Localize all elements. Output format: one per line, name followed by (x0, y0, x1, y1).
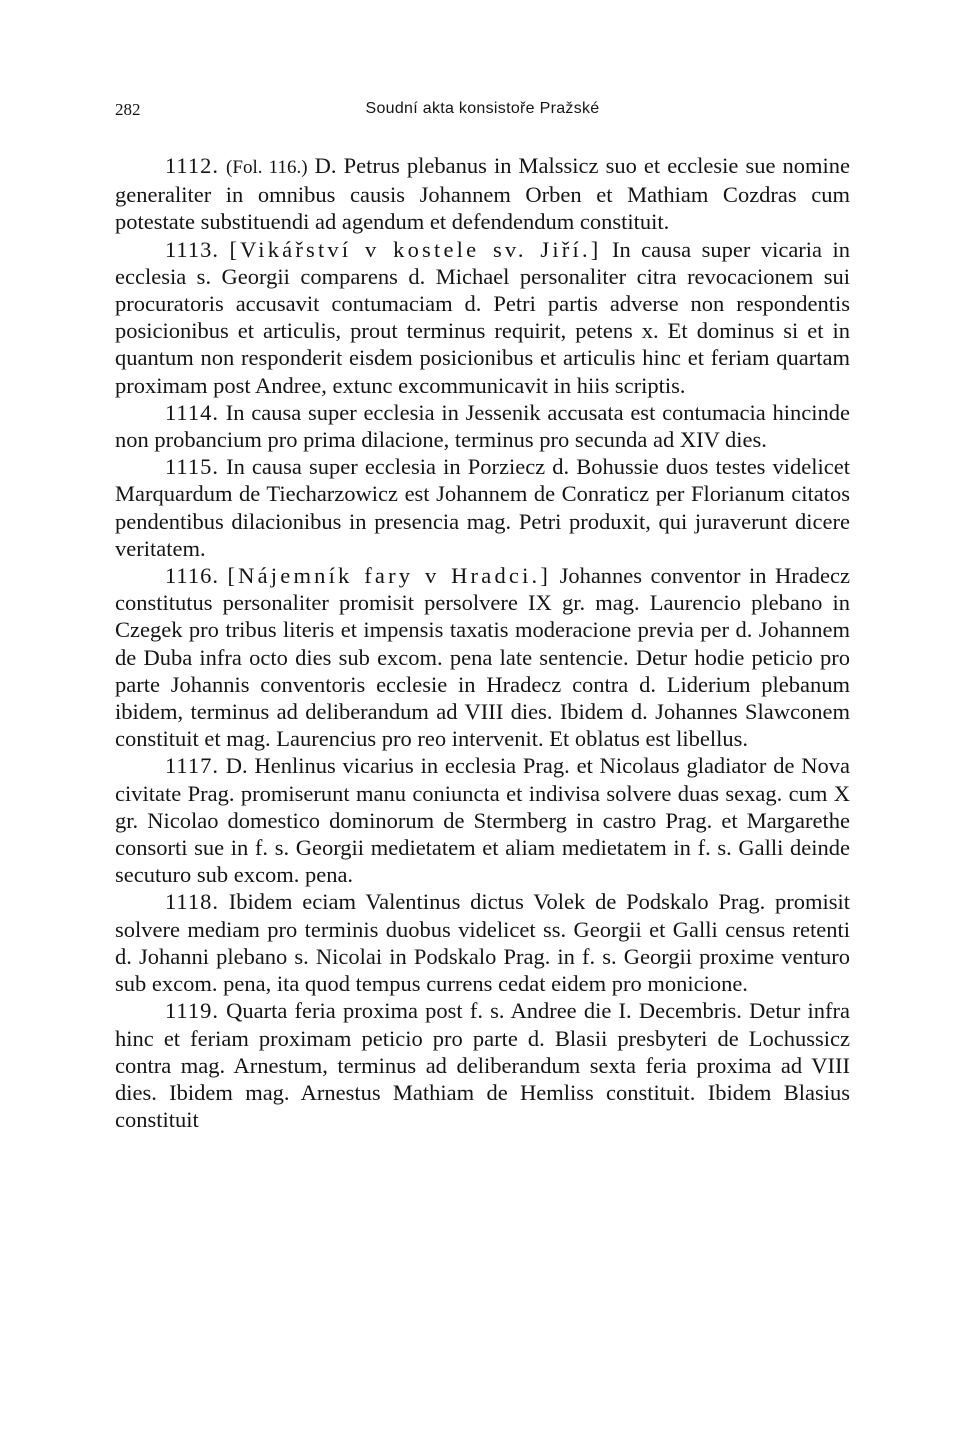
entry-number: 1115. (165, 454, 219, 480)
entry-number: 1114. (165, 399, 219, 425)
running-head (115, 100, 850, 124)
entry-heading: [Vikářství v kostele sv. Jiří.] (229, 236, 602, 262)
entry-text: In causa super ecclesia in Porziecz d. Bohussie duos testes videlicet Marquardum de Tiecharzowicz est Johannem de Conraticz per Florianum citatos pendentibus dilacionibus in presencia mag. Petri produxit, qui juraverunt dicere veritatem. (115, 454, 851, 561)
entry-number: 1118. (165, 889, 219, 915)
entry-number: 1113. (165, 236, 219, 262)
entry-number: 1112. (165, 153, 219, 178)
entry-text: In causa super ecclesia in Jessenik accusata est contumacia hincinde non probancium pro prima dilacione, terminus pro secunda ad XIV dies. (115, 399, 851, 453)
entry-1113 (115, 236, 850, 399)
entry-1114 (115, 399, 850, 453)
entry-1119 (115, 997, 850, 1133)
folio-reference: (Fol. 116.) (226, 157, 308, 178)
entry-text: Johannes conventor in Hradecz constitutus personaliter promisit persolvere IX gr. mag. Laurencio plebano in Czegek pro tribus literis et impensis taxatis moderacione previa per d. Johannem de Duba infra octo dies sub excom. pena late sentencie. Detur hodie peticio pro parte Johannis conventoris ecclesie in Hradecz contra d. Liderium plebanum ibidem, terminus ad deliberandum ad VIII dies. Ibidem d. Johannes Slawconem constituit et mag. Laurencius pro reo intervenit. Et oblatus est libellus. (115, 563, 850, 752)
entry-1112 (115, 152, 850, 236)
body-text (115, 152, 850, 1133)
page-number: 282 (115, 100, 141, 119)
entry-number: 1117. (165, 753, 219, 779)
entry-1116 (115, 562, 850, 752)
entry-1118 (115, 888, 850, 997)
entry-text: In causa super vicaria in ecclesia s. Georgii comparens d. Michael personaliter citra revocacionem sui procuratoris accusavit contumaciam d. Petri partis adverse non respondentis posicionibus et articulis, prout terminus requirit, petens x. Et dominus si et in quantum non responderit eisdem posicionibus et articulis hinc et feriam quartam proximam post Andree, extunc excommunicavit in hiis scriptis. (115, 236, 851, 398)
entry-1117 (115, 752, 850, 888)
entry-number: 1116. (165, 563, 219, 589)
running-title: Soudní akta konsistoře Pražské (365, 100, 600, 117)
entry-text: D. Petrus plebanus in Malssicz suo et ecclesie sue nomine generaliter in omnibus causis Johannem Orben et Mathiam Cozdras cum potestate substituendi ad agendum et defendendum constituit. (115, 153, 851, 235)
entry-number: 1119. (165, 998, 219, 1024)
entry-text: Ibidem eciam Valentinus dictus Volek de Podskalo Prag. promisit solvere mediam pro terminis duobus videlicet ss. Georgii et Galli census retenti d. Johanni plebano s. Nicolai in Podskalo Prag. in f. s. Georgii proxime venturo sub excom. pena, ita quod tempus currens cedat eidem pro monicione. (115, 889, 850, 997)
entry-1115 (115, 453, 850, 562)
entry-text: D. Henlinus vicarius in ecclesia Prag. et Nicolaus gladiator de Nova civitate Prag. promiserunt manu coniuncta et indivisa solvere duas sexag. cum X gr. Nicolao domestico dominorum de Stermberg in castro Prag. et Margarethe consorti sue in f. s. Georgii medietatem et aliam medietatem in f. s. Galli deinde secuturo sub excom. pena. (115, 753, 851, 888)
entry-text: Quarta feria proxima post f. s. Andree die I. Decembris. Detur infra hinc et feriam proximam peticio pro parte d. Blasii presbyteri de Lochussicz contra mag. Arnestum, terminus ad deliberandum sexta feria proxima ad VIII dies. Ibidem mag. Arnestus Mathiam de Hemliss constituit. Ibidem Blasius constituit (115, 998, 850, 1133)
entry-heading: [Nájemník fary v Hradci.] (227, 563, 552, 589)
